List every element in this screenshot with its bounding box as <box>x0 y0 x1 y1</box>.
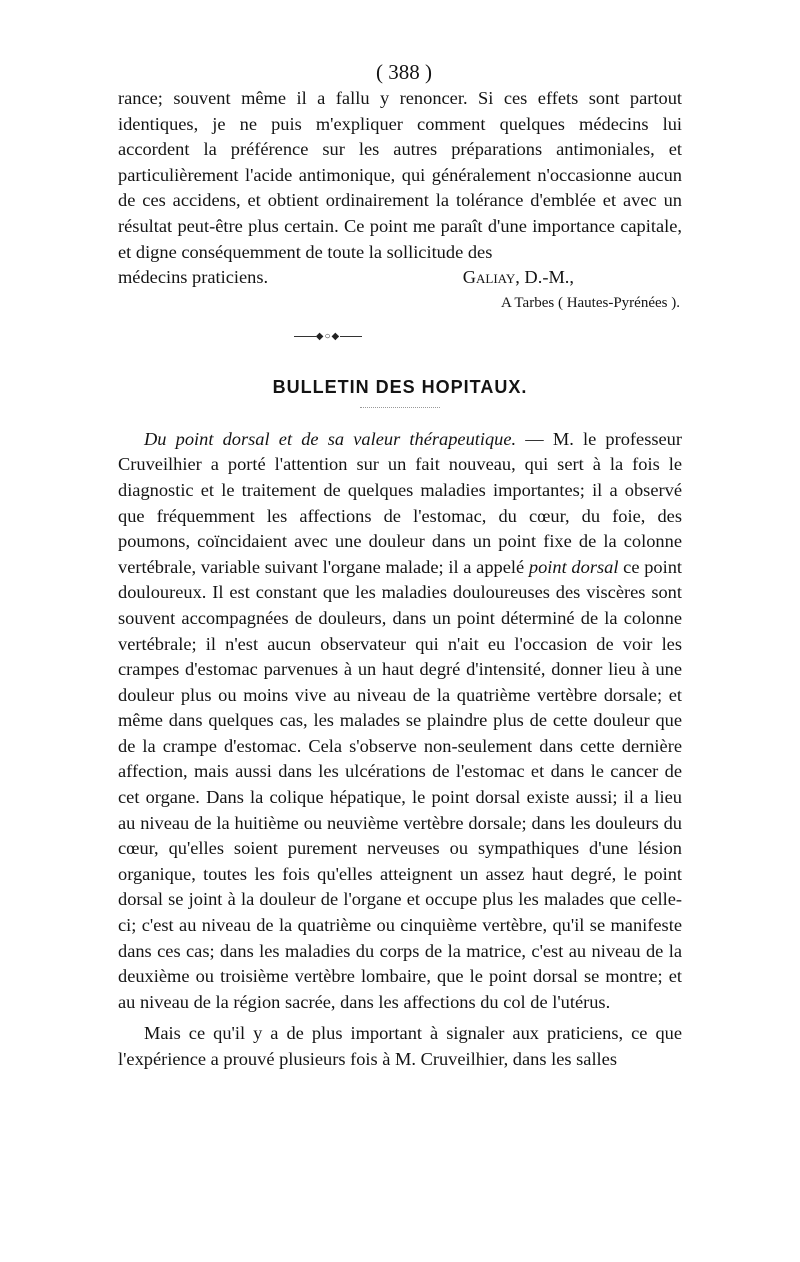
bulletin-paragraph-1 <box>118 427 682 1016</box>
article-ending-paragraph: rance; souvent même il a fallu y renoncer. Si ces effets sont partout identiques, je ne puis m'expliquer comment quelques médecins lui accordent la préférence sur les autres préparations antimoniales, et particulièrement l'acide antimonique, qui généralement n'occasionne aucun de ces accidens, et obtient ordinairement la tolérance d'emblée et avec un résultat peut-être plus certain. Ce point me paraît d'une importance capitale, et digne conséquemment de toute la sollicitude des <box>118 88 682 262</box>
section-ornament: ◆○◆ <box>268 331 388 345</box>
bulletin-body <box>118 427 682 1073</box>
author-location: A Tarbes ( Hautes-Pyrénées ). <box>500 294 680 311</box>
article-heading: Du point dorsal et de sa valeur thérapeutique. <box>144 428 517 449</box>
title-divider <box>360 407 440 409</box>
book-page <box>118 58 682 1073</box>
closing-phrase: médecins praticiens. <box>118 267 269 288</box>
bulletin-paragraph-2: Mais ce qu'il y a de plus important à signaler aux praticiens, ce que l'expérience a prouvé plusieurs fois à M. Cruveilhier, dans les salles <box>118 1023 682 1069</box>
paragraph-text: — M. le professeur Cruveilhier a porté l'attention sur un fait nouveau, qui sert à la fois le diagnostic et le traitement de quelques maladies importantes; il a observé que fréquemment les affections de l'estomac, du cœur, du foie, des poumons, coïncidaient avec une douleur dans un point fixe de la colonne vertébrale, variable suivant l'organe malade; il a appelé <box>118 428 682 577</box>
signature-line <box>118 265 682 291</box>
author-signature: Galiay, D.-M., <box>462 267 574 288</box>
term-point-dorsal: point dorsal <box>528 556 619 577</box>
paragraph-text-continued: ce point douloureux. Il est constant que les maladies douloureuses des viscères sont souvent accompagnées de douleurs, dans un point déterminé de la colonne vertébrale; il n'est aucun observateur qui n'ait eu l'occasion de voir les crampes d'estomac parvenues à un haut degré d'intensité, donner lieu à une douleur plus ou moins vive au niveau de la quatrième vertèbre dorsale; et même dans quelques cas, les malades se plaindre plus de cette douleur que de la crampe d'estomac. Cela s'observe non-seulement dans cette dernière affection, mais aussi dans les ulcérations de l'estomac et dans le cancer de cet organe. Dans la colique hépatique, le point dorsal existe aussi; il a lieu au niveau de la huitième ou neuvième vertèbre dorsale; dans les douleurs du cœur, qu'elles soient purement nerveuses ou sympathiques d'une lésion organique, toutes les fois qu'elles atteignent un assez haut degré, le point dorsal se joint à la douleur de l'organe et occupe plus les malades que celle-ci; c'est au niveau de la quatrième ou cinquième vertèbre, qu'il se manifeste dans ces cas; dans les maladies du corps de la matrice, c'est au niveau de la deuxième ou troisième vertèbre lombaire, que le point dorsal se montre; et au niveau de la région sacrée, dans les affections du col de l'utérus. <box>118 556 683 1012</box>
section-title: BULLETIN DES HOPITAUX. <box>272 376 528 397</box>
page-number: ( 388 ) <box>376 60 432 84</box>
